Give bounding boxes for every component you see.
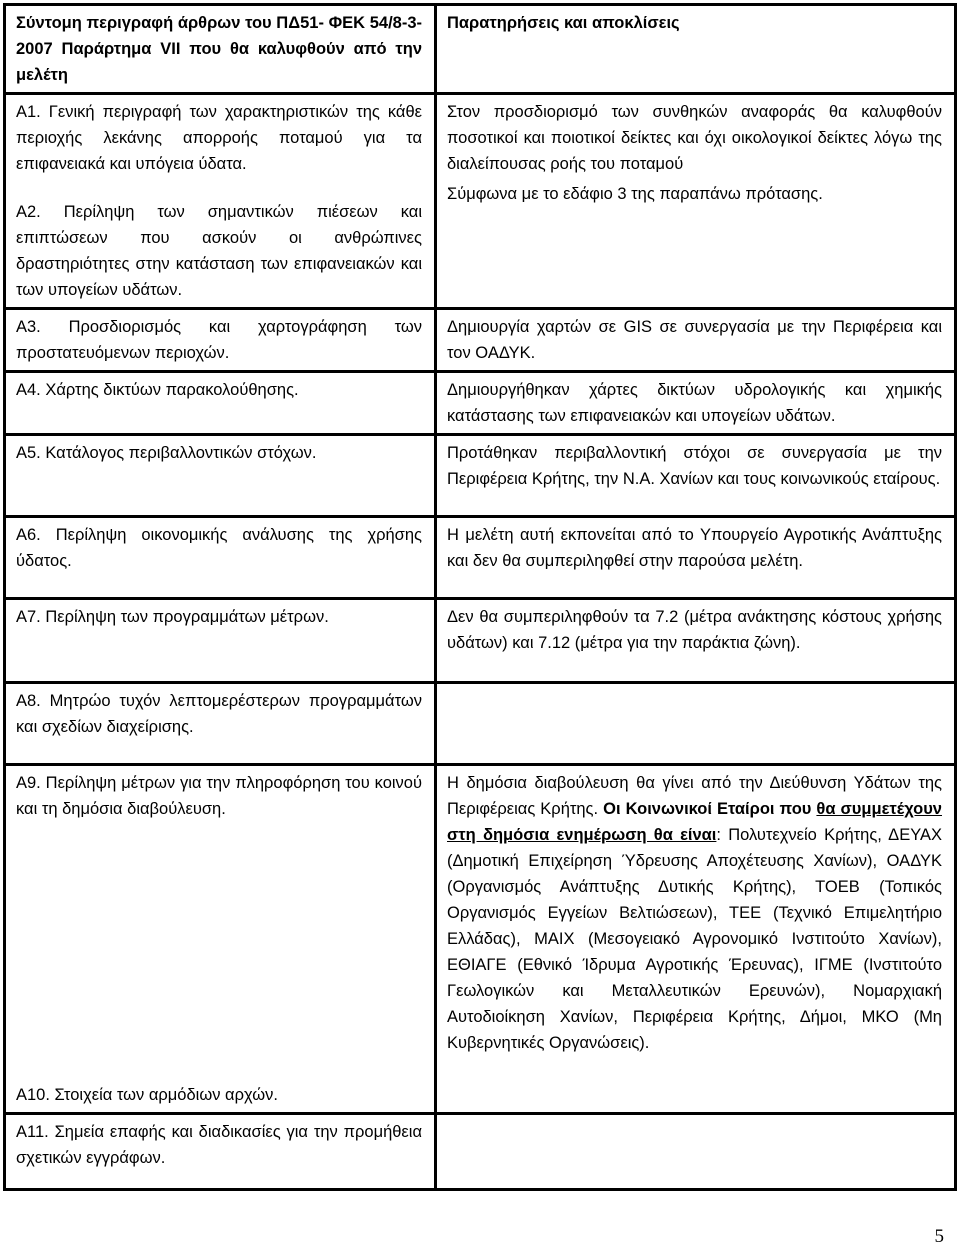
article-a4: Α4. Χάρτης δικτύων παρακολούθησης. [5, 372, 436, 435]
table-row [5, 94, 956, 309]
row-a1-a2-right [436, 94, 956, 309]
note-a8 [436, 683, 956, 765]
row-a9-a10-left [5, 765, 436, 1114]
note-a1: Στον προσδιορισμό των συνθηκών αναφοράς θα καλυφθούν ποσοτικοί και ποιοτικοί δείκτες και όχι οικολογικοί δείκτες λόγω της διαλείπουσας ροής του ποταμού [447, 103, 942, 173]
page-number: 5 [934, 1226, 944, 1247]
article-a11: Α11. Σημεία επαφής και διαδικασίες για την προμήθεια σχετικών εγγράφων. [5, 1114, 436, 1190]
note-a11 [436, 1114, 956, 1190]
note-a9 [436, 765, 956, 1114]
article-a3: Α3. Προσδιορισμός και χαρτογράφηση των προστατευόμενων περιοχών. [5, 309, 436, 372]
articles-table [3, 3, 957, 1191]
header-left-cell: Σύντομη περιγραφή άρθρων του ΠΔ51- ΦΕΚ 54/8-3-2007 Παράρτημα VII που θα καλυφθούν από την μελέτη [5, 5, 436, 94]
table-header-row [5, 5, 956, 94]
table-row [5, 517, 956, 599]
note-a9-bold: Οι Κοινωνικοί Εταίροι που [603, 800, 812, 818]
note-a9-intro: Η δημόσια διαβούλευση θα γίνει από την Διεύθυνση Υδάτων της Περιφέρειας Κρήτης. [447, 774, 942, 818]
article-a9: Α9. Περίληψη μέτρων για την πληροφόρηση του κοινού και τη δημόσια διαβούλευση. [16, 774, 422, 818]
table-row [5, 372, 956, 435]
article-a1: Α1. Γενική περιγραφή των χαρακτηριστικών της κάθε περιοχής λεκάνης απορροής ποταμού για τα επιφανειακά και υπόγεια ύδατα. [16, 103, 422, 173]
article-a5: Α5. Κατάλογος περιβαλλοντικών στόχων. [5, 435, 436, 517]
table-row [5, 435, 956, 517]
note-a7: Δεν θα συμπεριληφθούν τα 7.2 (μέτρα ανάκτησης κόστους χρήσης υδάτων) και 7.12 (μέτρα για την παράκτια ζώνη). [436, 599, 956, 683]
article-a6: Α6. Περίληψη οικονομικής ανάλυσης της χρήσης ύδατος. [5, 517, 436, 599]
article-a8: Α8. Μητρώο τυχόν λεπτομερέστερων προγραμμάτων και σχεδίων διαχείρισης. [5, 683, 436, 765]
note-a4: Δημιουργήθηκαν χάρτες δικτύων υδρολογικής και χημικής κατάστασης των επιφανειακών και υπογείων υδάτων. [436, 372, 956, 435]
article-a10: Α10. Στοιχεία των αρμόδιων αρχών. [16, 1086, 278, 1104]
note-a5: Προτάθηκαν περιβαλλοντική στόχοι σε συνεργασία με την Περιφέρεια Κρήτης, την Ν.Α. Χανίων και τους κοινωνικούς εταίρους. [436, 435, 956, 517]
table-row [5, 683, 956, 765]
row-a1-a2-left [5, 94, 436, 309]
note-a2: Σύμφωνα με το εδάφιο 3 της παραπάνω πρότασης. [447, 185, 823, 203]
table-row [5, 309, 956, 372]
article-a2: Α2. Περίληψη των σημαντικών πιέσεων και επιπτώσεων που ασκούν οι ανθρώπινες δραστηριότητες στην κατάσταση των επιφανειακών και των υπογείων υδάτων. [16, 203, 422, 299]
note-a9-partners: : Πολυτεχνείο Κρήτης, ΔΕΥΑΧ (Δημοτική Επιχείρηση Ύδρευσης Αποχέτευσης Χανίων), ΟΑΔΥΚ (Οργανισμός Ανάπτυξης Δυτικής Κρήτης), ΤΟΕΒ (Τοπικός Οργανισμός Εγγείων Βελτιώσεων), ΤΕΕ (Τεχνικό Επιμελητήριο Ελλάδας), ΜΑΙΧ (Μεσογειακό Αγρονομικό Ινστιτούτο Χανίων), ΕΘΙΑΓΕ (Εθνικό Ίδρυμα Αγροτικής Έρευνας), ΙΓΜΕ (Ινστιτούτο Γεωλογικών και Μεταλλευτικών Ερευνών), Νομαρχιακή Αυτοδιοίκηση Χανίων, Περιφέρεια Κρήτης, Δήμοι, ΜΚΟ (Μη Κυβερνητικές Οργανώσεις). [447, 826, 942, 1052]
note-a6: Η μελέτη αυτή εκπονείται από το Υπουργείο Αγροτικής Ανάπτυξης και δεν θα συμπεριληφθεί στην παρούσα μελέτη. [436, 517, 956, 599]
table-row [5, 599, 956, 683]
table-row [5, 1114, 956, 1190]
table-row [5, 765, 956, 1114]
note-a3: Δημιουργία χαρτών σε GIS σε συνεργασία με την Περιφέρεια και τον ΟΑΔΥΚ. [436, 309, 956, 372]
note-a9-bold-underline: θα συμμετέχουν στη δημόσια ενημέρωση θα είναι [447, 800, 942, 844]
header-right-cell: Παρατηρήσεις και αποκλίσεις [436, 5, 956, 94]
article-a7: Α7. Περίληψη των προγραμμάτων μέτρων. [5, 599, 436, 683]
